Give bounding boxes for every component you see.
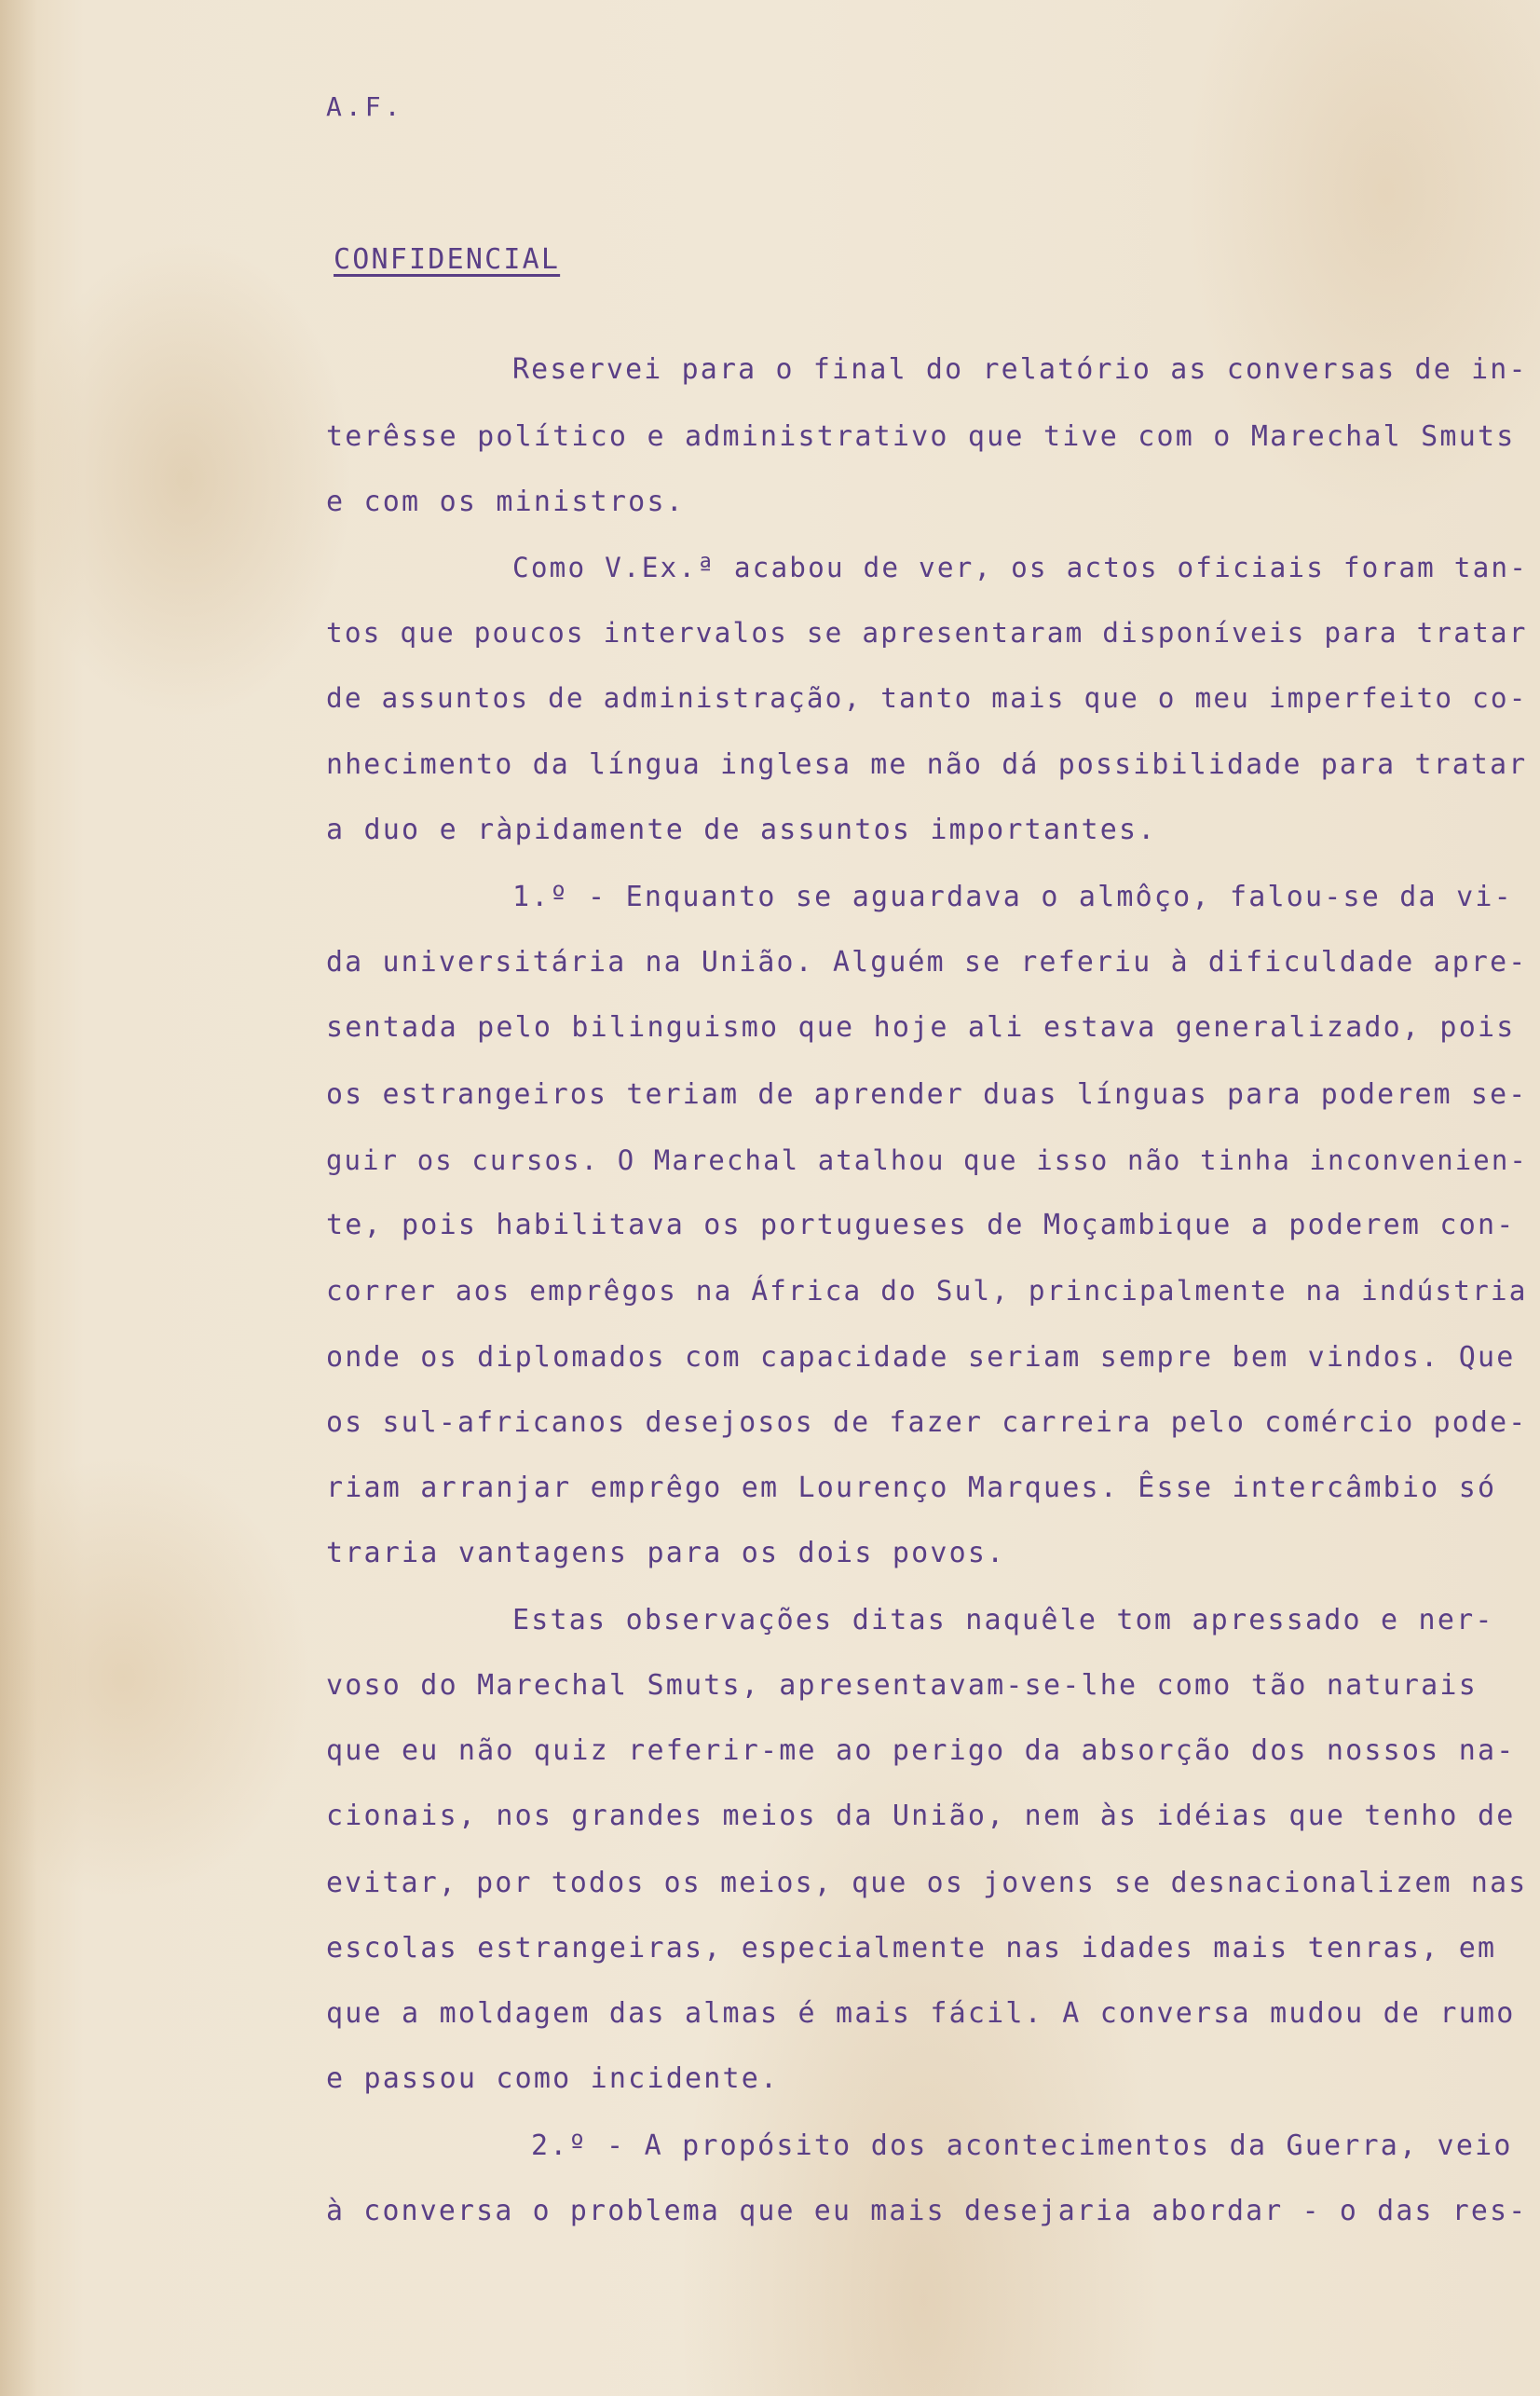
text-line: evitar, por todos os meios, que os jovens se desnacionalizem nas	[326, 1867, 1528, 1899]
text-line: voso do Marechal Smuts, apresentavam-se-lhe como tão naturais	[326, 1669, 1478, 1702]
text-line: Como V.Ex.ª acabou de ver, os actos oficiais foram tan-	[512, 552, 1529, 583]
text-line: te, pois habilitava os portugueses de Moçambique a poderem con-	[326, 1209, 1516, 1241]
text-line: e com os ministros.	[326, 486, 685, 518]
text-line: guir os cursos. O Marechal atalhou que isso não tinha inconvenien-	[326, 1144, 1528, 1176]
text-line: Reservei para o final do relatório as conversas de in-	[512, 353, 1528, 386]
text-line: correr aos emprêgos na África do Sul, principalmente na indústria	[326, 1275, 1528, 1307]
text-line: à conversa o problema que eu mais desejaria abordar - o das res-	[326, 2195, 1528, 2227]
text-line: escolas estrangeiras, especialmente nas idades mais tenras, em	[326, 1932, 1497, 1965]
text-line: que eu não quiz referir-me ao perigo da absorção dos nossos na-	[326, 1734, 1516, 1767]
text-line: que a moldagem das almas é mais fácil. A conversa mudou de rumo	[326, 1997, 1516, 2030]
text-line: tos que poucos intervalos se apresentaram disponíveis para tratar	[326, 617, 1528, 649]
text-line: sentada pelo bilinguismo que hoje ali estava generalizado, pois	[326, 1011, 1516, 1044]
text-line: 1.º - Enquanto se aguardava o almôço, falou-se da vi-	[512, 881, 1513, 913]
text-line: riam arranjar emprêgo em Lourenço Marques. Êsse intercâmbio só	[326, 1472, 1497, 1504]
classification-heading: CONFIDENCIAL	[334, 243, 561, 276]
header-code: A.F.	[326, 91, 404, 122]
text-line: traria vantagens para os dois povos.	[326, 1537, 1006, 1569]
text-line: a duo e ràpidamente de assuntos importantes.	[326, 814, 1157, 846]
text-line: da universitária na União. Alguém se referiu à dificuldade apre-	[326, 946, 1528, 979]
text-line: Estas observações ditas naquêle tom apressado e ner-	[512, 1604, 1494, 1636]
text-line: nhecimento da língua inglesa me não dá possibilidade para tratar	[326, 748, 1528, 781]
text-line: 2.º - A propósito dos acontecimentos da Guerra, veio	[531, 2129, 1513, 2162]
text-line: os estrangeiros teriam de aprender duas línguas para poderem se-	[326, 1078, 1528, 1111]
text-line: de assuntos de administração, tanto mais que o meu imperfeito co-	[326, 682, 1528, 714]
text-line: e passou como incidente.	[326, 2062, 780, 2095]
text-line: cionais, nos grandes meios da União, nem às idéias que tenho de	[326, 1800, 1516, 1832]
text-line: terêsse político e administrativo que tive com o Marechal Smuts	[326, 420, 1516, 453]
text-line: onde os diplomados com capacidade seriam sempre bem vindos. Que	[326, 1341, 1516, 1374]
paper-binding-edge	[0, 0, 37, 2396]
text-line: os sul-africanos desejosos de fazer carreira pelo comércio pode-	[326, 1406, 1528, 1439]
